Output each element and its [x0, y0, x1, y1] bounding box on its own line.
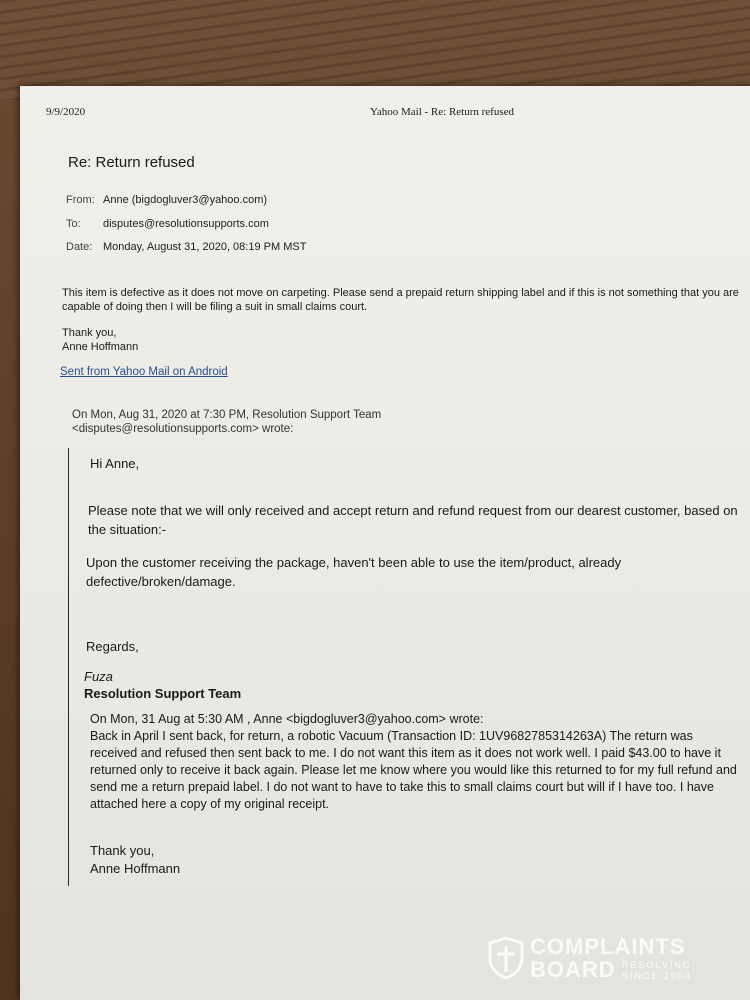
quote-bar: [68, 448, 69, 886]
from-value: Anne (bigdogluver3@yahoo.com): [103, 194, 268, 206]
wooden-table-background: [0, 0, 750, 100]
watermark-since: SINCE 2004: [622, 971, 693, 981]
quoted-intro-line-1: On Mon, Aug 31, 2020 at 7:30 PM, Resolution Support Team: [72, 409, 382, 421]
nested-thanks: Thank you,: [90, 843, 155, 858]
email-subject: Re: Return refused: [68, 154, 195, 171]
watermark-board: BOARD: [530, 957, 616, 982]
to-label: To:: [66, 218, 81, 230]
sent-from-link[interactable]: Sent from Yahoo Mail on Android: [60, 366, 228, 378]
quoted-paragraph-2: Upon the customer receiving the package, haven't been able to use the item/product, already defective/broken/damage.: [86, 555, 622, 589]
quoted-regards: Regards,: [86, 639, 139, 654]
print-header-title: Yahoo Mail - Re: Return refused: [370, 106, 514, 118]
email-signature: Anne Hoffmann: [62, 341, 139, 353]
to-value: disputes@resolutionsupports.com: [103, 218, 269, 230]
printed-email-page: [20, 86, 750, 1000]
date-row: [66, 241, 306, 253]
nested-signature: Anne Hoffmann: [90, 861, 181, 876]
email-thanks: Thank you,: [62, 327, 117, 339]
from-label: From:: [66, 194, 95, 206]
date-label: Date:: [66, 241, 93, 253]
quoted-intro: [72, 408, 381, 436]
complaints-board-watermark: [486, 934, 726, 984]
print-date: 9/9/2020: [46, 106, 86, 118]
quoted-intro-line-2: <disputes@resolutionsupports.com> wrote:: [72, 423, 294, 435]
quoted-team-name: Resolution Support Team: [84, 686, 242, 701]
from-row: [66, 194, 267, 206]
date-value: Monday, August 31, 2020, 08:19 PM MST: [103, 241, 307, 253]
to-row: [66, 218, 269, 230]
shield-logo-icon: [488, 936, 524, 980]
nested-intro: On Mon, 31 Aug at 5:30 AM , Anne <bigdogluver3@yahoo.com> wrote:: [90, 712, 484, 726]
email-body: This item is defective as it does not move on carpeting. Please send a prepaid return shipping label and if this is not something that you are capable of doing then I will be filing a suit in small claims court.: [62, 287, 739, 313]
nested-body: Back in April I sent back, for return, a robotic Vacuum (Transaction ID: 1UV9682785314263A) The return was received and refused then sent back to me. I do not want this item as it does not work well. I paid $43.00 to have it returned only to receive it back again. Please let me know where you would like this returned to for my full refund and send me a return prepaid label. I do not want to have to take this to small claims court but will if I have too. I have attached here a copy of my original receipt.: [90, 729, 737, 811]
quoted-paragraph-1: Please note that we will only received and accept return and refund request from our dearest customer, based on the situation:-: [88, 503, 738, 537]
quoted-sender-name: Fuza: [84, 669, 113, 684]
watermark-complaints: COMPLAINTS: [530, 934, 686, 959]
watermark-resolving: RESOLVING: [622, 960, 692, 970]
quoted-greeting: Hi Anne,: [90, 456, 140, 471]
